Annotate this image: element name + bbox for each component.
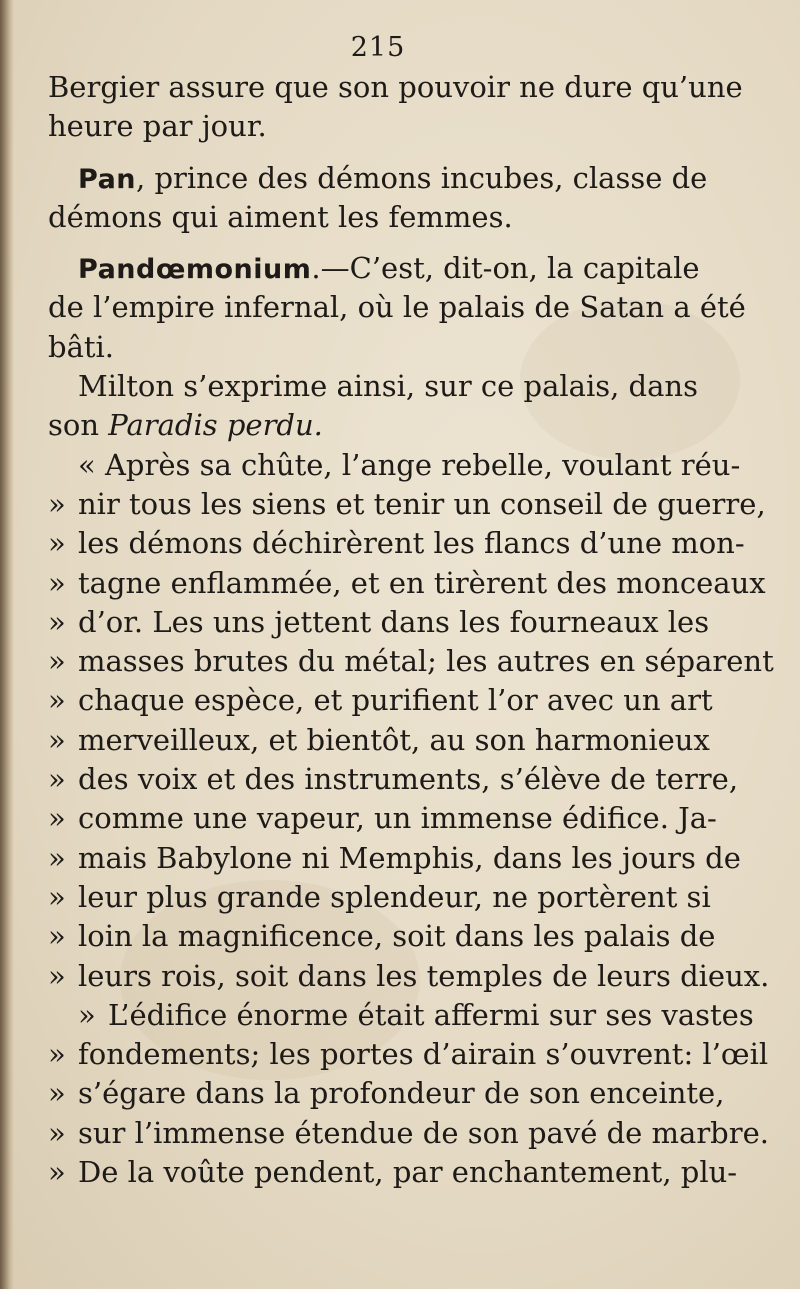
text-line: .—C’est, dit-on, la capitale bbox=[311, 251, 700, 286]
quote-mark: » bbox=[48, 958, 66, 993]
quote-mark: » bbox=[48, 1076, 66, 1111]
quote-mark: » bbox=[48, 840, 66, 875]
quote-line: » tagne enflammée, et en tirèrent des monceaux bbox=[48, 564, 688, 603]
page-number: 215 bbox=[350, 32, 406, 63]
text-line: heure par jour. bbox=[48, 109, 267, 144]
quote-line: » merveilleux, et bientôt, au son harmonieux bbox=[48, 721, 688, 760]
quote-line: » des voix et des instruments, s’élève de terre, bbox=[48, 760, 688, 799]
quote-mark: » bbox=[48, 644, 66, 679]
quote-mark: » bbox=[48, 486, 66, 521]
text-line: de l’empire infernal, où le palais de Satan a été bbox=[48, 290, 746, 325]
quote-mark: » bbox=[48, 565, 66, 600]
quote-mark: » bbox=[48, 526, 66, 561]
text-line bbox=[48, 406, 688, 445]
quote-mark: » bbox=[78, 997, 96, 1032]
text-line: Milton s’exprime ainsi, sur ce palais, dans bbox=[78, 369, 698, 404]
text-block bbox=[48, 28, 774, 1192]
text-line: Bergier assure que son pouvoir ne dure qu’une bbox=[48, 70, 743, 104]
quote-line: » comme une vapeur, un immense édifice. Ja- bbox=[48, 799, 688, 838]
entry-pan bbox=[48, 159, 708, 198]
quote-mark: » bbox=[48, 1155, 66, 1190]
entry-pandaemonium bbox=[48, 249, 700, 288]
quote-line: » leurs rois, soit dans les temples de leurs dieux. bbox=[48, 957, 688, 996]
quote-mark: » bbox=[48, 604, 66, 639]
quote-line: » nir tous les siens et tenir un conseil de guerre, bbox=[48, 485, 688, 524]
quote-line: » leur plus grande splendeur, ne portèrent si bbox=[48, 878, 688, 917]
text-line: démons qui aiment les femmes. bbox=[48, 199, 513, 234]
quote-line: » sur l’immense étendue de son pavé de marbre. bbox=[48, 1114, 688, 1153]
quote-line: » L’édifice énorme était affermi sur ses vastes bbox=[48, 996, 688, 1035]
quote-line: » loin la magnificence, soit dans les palais de bbox=[48, 917, 688, 956]
quote-line: » s’égare dans la profondeur de son enceinte, bbox=[48, 1074, 688, 1113]
quote-mark: » bbox=[48, 1037, 66, 1072]
quote-line: » fondements; les portes d’airain s’ouvrent: l’œil bbox=[48, 1035, 688, 1074]
quote-mark: » bbox=[48, 919, 66, 954]
quote-line: « Après sa chûte, l’ange rebelle, voulant réu- bbox=[78, 447, 741, 482]
text-span: son bbox=[48, 408, 109, 443]
quote-line: » De la voûte pendent, par enchantement, plu- bbox=[48, 1153, 688, 1192]
text-line: , prince des démons incubes, classe de bbox=[136, 160, 708, 195]
quote-line: » mais Babylone ni Memphis, dans les jours de bbox=[48, 839, 688, 878]
quote-line: » masses brutes du métal; les autres en séparent bbox=[48, 642, 688, 681]
quote-mark: » bbox=[48, 1115, 66, 1150]
quote-mark: » bbox=[48, 762, 66, 797]
headword: Pandœmonium bbox=[78, 254, 312, 286]
quote-line: » d’or. Les uns jettent dans les fourneaux les bbox=[48, 603, 688, 642]
text-line: bâti. bbox=[48, 329, 115, 364]
quote-mark: » bbox=[48, 879, 66, 914]
binding-edge bbox=[0, 0, 14, 1289]
quote-line: » les démons déchirèrent les flancs d’une mon- bbox=[48, 524, 688, 563]
book-title: Paradis perdu. bbox=[108, 408, 323, 443]
quote-mark: » bbox=[48, 683, 66, 718]
quote-mark: » bbox=[48, 801, 66, 836]
quote-mark: » bbox=[48, 722, 66, 757]
headword: Pan bbox=[78, 163, 137, 195]
quote-line: » chaque espèce, et purifient l’or avec un art bbox=[48, 681, 688, 720]
